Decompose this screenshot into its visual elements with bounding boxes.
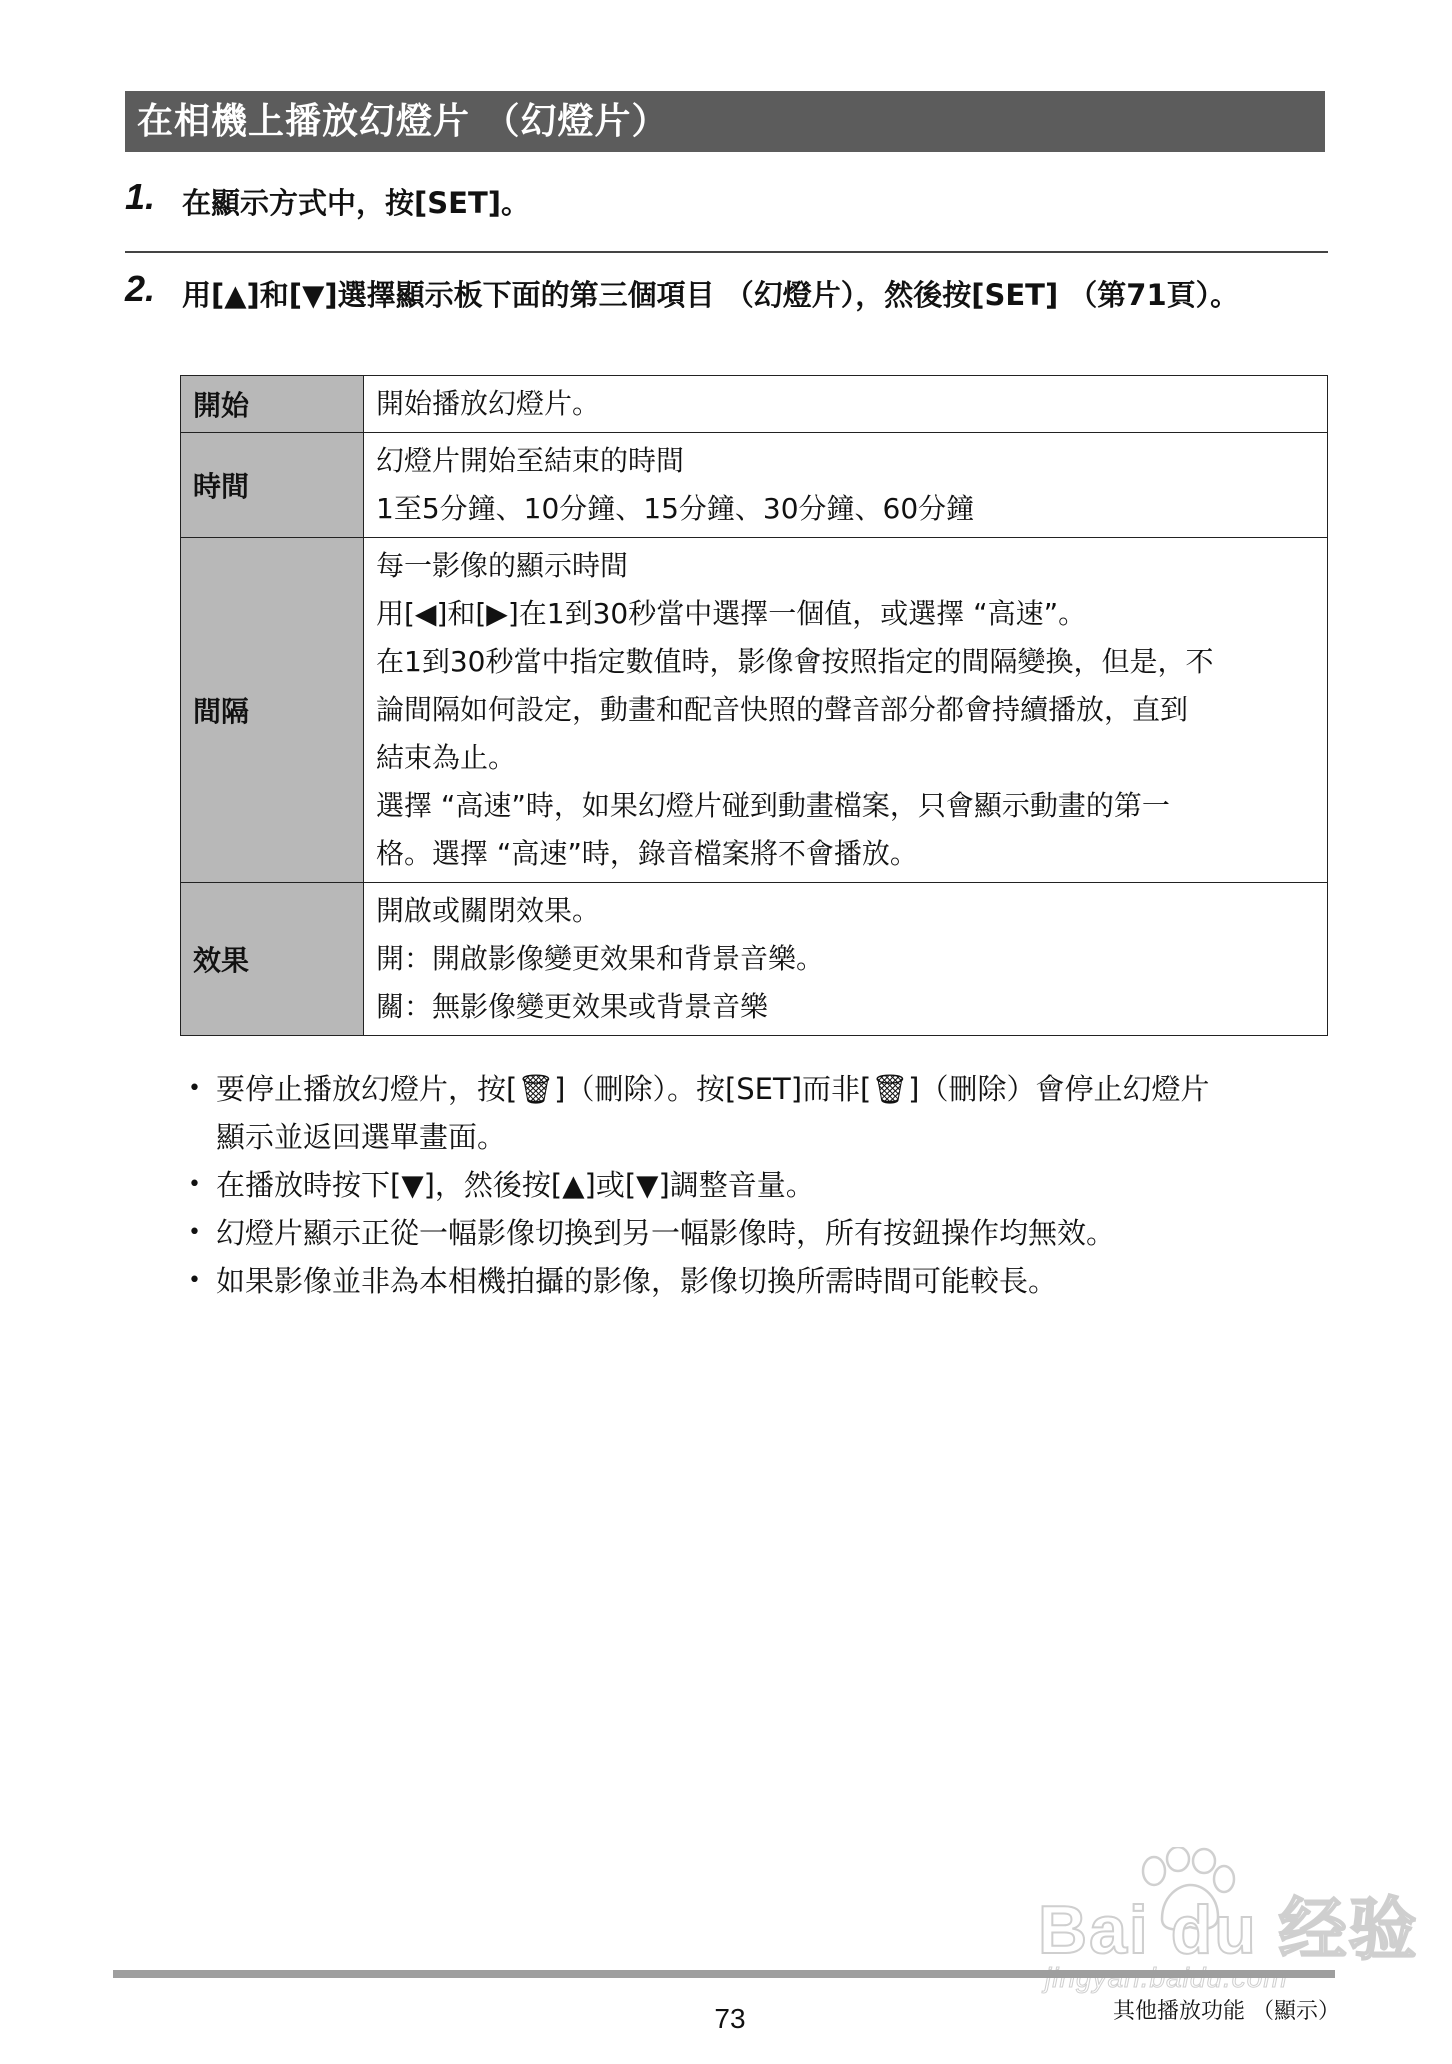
step-divider xyxy=(125,251,1328,253)
setting-name: 間隔 xyxy=(181,538,364,883)
table-row xyxy=(181,538,1328,883)
footer-rule xyxy=(113,1970,1335,1978)
list-item xyxy=(180,1209,1330,1257)
setting-description xyxy=(364,433,1328,538)
list-item xyxy=(180,1065,1330,1161)
step-text: 在顯示方式中，按[SET]。 xyxy=(182,186,530,220)
setting-description xyxy=(364,883,1328,1036)
note-line: 顯示並返回選單畫面。 xyxy=(216,1120,507,1154)
section-title: 在相機上播放幻燈片 （幻燈片） xyxy=(125,91,1325,152)
note-line: 要停止播放幻燈片，按[🗑]（刪除）。按[SET]而非[🗑]（刪除）會停止幻燈片 xyxy=(216,1072,1210,1106)
watermark-url xyxy=(1045,1962,1288,1994)
bullet-icon: • xyxy=(188,1076,201,1101)
description-line: 1至5分鐘、10分鐘、15分鐘、30分鐘、60分鐘 xyxy=(376,492,975,525)
setting-description xyxy=(364,376,1328,433)
setting-name: 時間 xyxy=(181,433,364,538)
description-line: 用[◀]和[▶]在1到30秒當中選擇一個值，或選擇 “高速”。 xyxy=(376,597,1087,630)
note-line: 幻燈片顯示正從一幅影像切換到另一幅影像時，所有按鈕操作均無效。 xyxy=(216,1216,1116,1250)
description-line: 在1到30秒當中指定數值時，影像會按照指定的間隔變換，但是，不 xyxy=(376,645,1214,678)
description-line: 每一影像的顯示時間 xyxy=(376,549,629,582)
description-line: 結束為止。 xyxy=(376,741,517,774)
setting-description xyxy=(364,538,1328,883)
note-line: 在播放時按下[▼]，然後按[▲]或[▼]調整音量。 xyxy=(216,1168,815,1202)
list-item xyxy=(180,1161,1330,1209)
bullet-icon: • xyxy=(188,1220,201,1245)
watermark-brand: Bai du 经验 xyxy=(1038,1892,1419,1968)
note-line: 如果影像並非為本相機拍攝的影像，影像切換所需時間可能較長。 xyxy=(216,1264,1058,1298)
description-line: 幻燈片開始至結束的時間 xyxy=(376,444,685,477)
table-row xyxy=(181,376,1328,433)
description-line: 開始播放幻燈片。 xyxy=(376,387,601,420)
description-line: 開啟或關閉效果。 xyxy=(376,894,601,927)
step-text: 用[▲]和[▼]選擇顯示板下面的第三個項目 （幻燈片），然後按[SET] （第71頁）。 xyxy=(182,278,1240,312)
description-line: 論間隔如何設定，動畫和配音快照的聲音部分都會持續播放，直到 xyxy=(376,693,1189,726)
bullet-icon: • xyxy=(188,1172,201,1197)
footer-section-title: 其他播放功能 （顯示） xyxy=(1113,1999,1340,2024)
step-number: 2. xyxy=(125,268,156,309)
bullet-icon: • xyxy=(188,1268,201,1293)
list-item xyxy=(180,1257,1330,1305)
notes-list xyxy=(180,1065,1330,1305)
setting-name: 開始 xyxy=(181,376,364,433)
step-number: 1. xyxy=(125,176,156,217)
description-line: 開：開啟影像變更效果和背景音樂。 xyxy=(376,942,825,975)
description-line: 選擇 “高速”時，如果幻燈片碰到動畫檔案，只會顯示動畫的第一 xyxy=(376,789,1170,822)
setting-name: 效果 xyxy=(181,883,364,1036)
page-number: 73 xyxy=(714,2003,746,2034)
slideshow-settings-table xyxy=(180,375,1328,1036)
description-line: 關：無影像變更效果或背景音樂 xyxy=(376,990,769,1023)
table-row xyxy=(181,433,1328,538)
table-row xyxy=(181,883,1328,1036)
description-line: 格。選擇 “高速”時，錄音檔案將不會播放。 xyxy=(376,837,918,870)
